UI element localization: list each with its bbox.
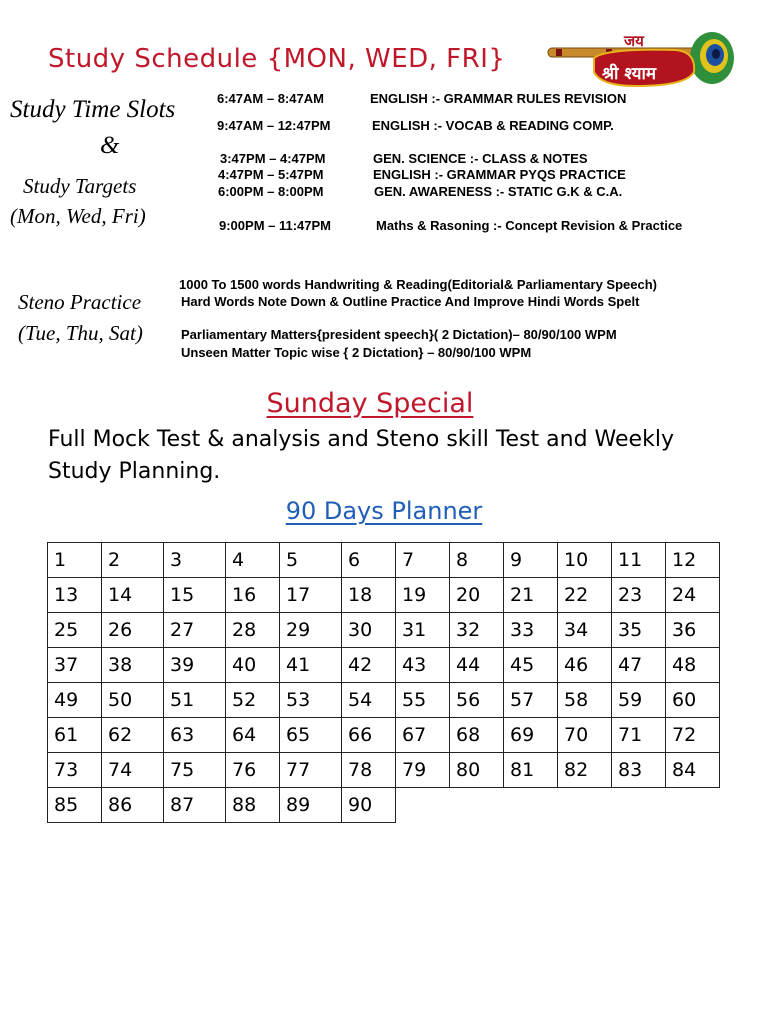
planner-day-cell: 47 bbox=[612, 648, 666, 683]
planner-day-cell: 11 bbox=[612, 543, 666, 578]
planner-row bbox=[48, 753, 720, 788]
steno-line: Hard Words Note Down & Outline Practice And Improve Hindi Words Spelt bbox=[181, 294, 640, 309]
planner-empty-cell bbox=[666, 788, 720, 823]
planner-day-cell: 38 bbox=[102, 648, 164, 683]
planner-empty-cell bbox=[396, 788, 450, 823]
planner-day-cell: 41 bbox=[280, 648, 342, 683]
planner-day-cell: 53 bbox=[280, 683, 342, 718]
planner-day-cell: 40 bbox=[226, 648, 280, 683]
planner-day-cell: 35 bbox=[612, 613, 666, 648]
planner-day-cell: 8 bbox=[450, 543, 504, 578]
steno-practice-label: Steno Practice bbox=[18, 290, 142, 314]
planner-day-cell: 71 bbox=[612, 718, 666, 753]
planner-day-cell: 48 bbox=[666, 648, 720, 683]
planner-day-cell: 34 bbox=[558, 613, 612, 648]
planner-row bbox=[48, 683, 720, 718]
planner-day-cell: 17 bbox=[280, 578, 342, 613]
planner-day-cell: 43 bbox=[396, 648, 450, 683]
steno-line: Unseen Matter Topic wise { 2 Dictation} – 80/90/100 WPM bbox=[181, 345, 532, 360]
planner-day-cell: 76 bbox=[226, 753, 280, 788]
slot-time: 4:47PM – 5:47PM bbox=[218, 167, 324, 182]
slot-task: ENGLISH :- VOCAB & READING COMP. bbox=[372, 118, 614, 133]
planner-day-cell: 45 bbox=[504, 648, 558, 683]
study-targets-label: Study Targets bbox=[23, 174, 137, 198]
planner-day-cell: 52 bbox=[226, 683, 280, 718]
planner-day-cell: 44 bbox=[450, 648, 504, 683]
jai-shree-shyam-logo bbox=[546, 28, 738, 90]
planner-day-cell: 24 bbox=[666, 578, 720, 613]
planner-day-cell: 89 bbox=[280, 788, 342, 823]
planner-day-cell: 50 bbox=[102, 683, 164, 718]
planner-day-cell: 4 bbox=[226, 543, 280, 578]
planner-day-cell: 15 bbox=[164, 578, 226, 613]
planner-day-cell: 42 bbox=[342, 648, 396, 683]
planner-day-cell: 3 bbox=[164, 543, 226, 578]
steno-line: Parliamentary Matters{president speech}( 2 Dictation)– 80/90/100 WPM bbox=[181, 327, 617, 342]
planner-day-cell: 10 bbox=[558, 543, 612, 578]
sunday-special-text: Full Mock Test & analysis and Steno skill Test and Weekly Study Planning. bbox=[48, 427, 674, 484]
planner-day-cell: 55 bbox=[396, 683, 450, 718]
planner-day-cell: 18 bbox=[342, 578, 396, 613]
planner-day-cell: 85 bbox=[48, 788, 102, 823]
planner-day-cell: 37 bbox=[48, 648, 102, 683]
ninety-days-planner-table bbox=[47, 542, 720, 823]
slot-task: GEN. AWARENESS :- STATIC G.K & C.A. bbox=[374, 184, 623, 199]
planner-day-cell: 69 bbox=[504, 718, 558, 753]
planner-day-cell: 72 bbox=[666, 718, 720, 753]
planner-day-cell: 61 bbox=[48, 718, 102, 753]
logo-text-main: श्री श्याम bbox=[602, 64, 657, 84]
planner-day-cell: 82 bbox=[558, 753, 612, 788]
study-days-label: (Mon, Wed, Fri) bbox=[10, 204, 146, 228]
planner-day-cell: 9 bbox=[504, 543, 558, 578]
slot-task: GEN. SCIENCE :- CLASS & NOTES bbox=[373, 151, 588, 166]
planner-day-cell: 68 bbox=[450, 718, 504, 753]
slot-time: 6:47AM – 8:47AM bbox=[217, 91, 324, 106]
planner-day-cell: 78 bbox=[342, 753, 396, 788]
planner-empty-cell bbox=[450, 788, 504, 823]
planner-day-cell: 20 bbox=[450, 578, 504, 613]
planner-day-cell: 49 bbox=[48, 683, 102, 718]
planner-day-cell: 57 bbox=[504, 683, 558, 718]
planner-row bbox=[48, 613, 720, 648]
slot-task: ENGLISH :- GRAMMAR RULES REVISION bbox=[370, 91, 627, 106]
ampersand-label: & bbox=[100, 132, 120, 159]
planner-day-cell: 81 bbox=[504, 753, 558, 788]
slot-time: 3:47PM – 4:47PM bbox=[220, 151, 326, 166]
planner-day-cell: 23 bbox=[612, 578, 666, 613]
planner-day-cell: 65 bbox=[280, 718, 342, 753]
planner-day-cell: 5 bbox=[280, 543, 342, 578]
planner-day-cell: 67 bbox=[396, 718, 450, 753]
sunday-special-heading: Sunday Special bbox=[266, 388, 474, 419]
planner-day-cell: 80 bbox=[450, 753, 504, 788]
planner-day-cell: 58 bbox=[558, 683, 612, 718]
planner-day-cell: 54 bbox=[342, 683, 396, 718]
planner-row bbox=[48, 718, 720, 753]
steno-days-label: (Tue, Thu, Sat) bbox=[18, 321, 143, 345]
planner-day-cell: 19 bbox=[396, 578, 450, 613]
planner-day-cell: 25 bbox=[48, 613, 102, 648]
planner-day-cell: 74 bbox=[102, 753, 164, 788]
planner-day-cell: 12 bbox=[666, 543, 720, 578]
planner-day-cell: 28 bbox=[226, 613, 280, 648]
planner-day-cell: 31 bbox=[396, 613, 450, 648]
planner-row bbox=[48, 788, 720, 823]
slot-time: 9:47AM – 12:47PM bbox=[217, 118, 331, 133]
planner-day-cell: 21 bbox=[504, 578, 558, 613]
study-time-slots-label: Study Time Slots bbox=[10, 96, 176, 123]
planner-day-cell: 73 bbox=[48, 753, 102, 788]
planner-day-cell: 22 bbox=[558, 578, 612, 613]
planner-day-cell: 88 bbox=[226, 788, 280, 823]
planner-row bbox=[48, 543, 720, 578]
planner-day-cell: 7 bbox=[396, 543, 450, 578]
slot-task: ENGLISH :- GRAMMAR PYQS PRACTICE bbox=[373, 167, 626, 182]
planner-day-cell: 26 bbox=[102, 613, 164, 648]
planner-day-cell: 29 bbox=[280, 613, 342, 648]
planner-day-cell: 46 bbox=[558, 648, 612, 683]
planner-day-cell: 36 bbox=[666, 613, 720, 648]
planner-row bbox=[48, 578, 720, 613]
planner-day-cell: 39 bbox=[164, 648, 226, 683]
planner-day-cell: 60 bbox=[666, 683, 720, 718]
planner-day-cell: 30 bbox=[342, 613, 396, 648]
planner-day-cell: 14 bbox=[102, 578, 164, 613]
planner-day-cell: 33 bbox=[504, 613, 558, 648]
planner-empty-cell bbox=[558, 788, 612, 823]
planner-day-cell: 79 bbox=[396, 753, 450, 788]
logo-text-top: जय bbox=[624, 32, 644, 50]
planner-day-cell: 51 bbox=[164, 683, 226, 718]
planner-day-cell: 13 bbox=[48, 578, 102, 613]
planner-day-cell: 77 bbox=[280, 753, 342, 788]
steno-line: 1000 To 1500 words Handwriting & Reading(Editorial& Parliamentary Speech) bbox=[179, 277, 657, 292]
planner-row bbox=[48, 648, 720, 683]
planner-day-cell: 84 bbox=[666, 753, 720, 788]
planner-day-cell: 16 bbox=[226, 578, 280, 613]
planner-day-cell: 90 bbox=[342, 788, 396, 823]
slot-task: Maths & Rasoning :- Concept Revision & Practice bbox=[376, 218, 683, 233]
slot-time: 6:00PM – 8:00PM bbox=[218, 184, 324, 199]
planner-day-cell: 32 bbox=[450, 613, 504, 648]
planner-empty-cell bbox=[504, 788, 558, 823]
planner-day-cell: 87 bbox=[164, 788, 226, 823]
planner-day-cell: 59 bbox=[612, 683, 666, 718]
planner-day-cell: 2 bbox=[102, 543, 164, 578]
peacock-feather-icon bbox=[690, 32, 734, 84]
planner-day-cell: 27 bbox=[164, 613, 226, 648]
planner-heading: 90 Days Planner bbox=[285, 497, 483, 525]
planner-day-cell: 75 bbox=[164, 753, 226, 788]
planner-day-cell: 62 bbox=[102, 718, 164, 753]
planner-day-cell: 64 bbox=[226, 718, 280, 753]
planner-day-cell: 6 bbox=[342, 543, 396, 578]
planner-day-cell: 86 bbox=[102, 788, 164, 823]
planner-day-cell: 70 bbox=[558, 718, 612, 753]
planner-empty-cell bbox=[612, 788, 666, 823]
planner-day-cell: 1 bbox=[48, 543, 102, 578]
planner-day-cell: 56 bbox=[450, 683, 504, 718]
planner-day-cell: 83 bbox=[612, 753, 666, 788]
page-title: Study Schedule {MON, WED, FRI} bbox=[48, 44, 506, 74]
planner-day-cell: 63 bbox=[164, 718, 226, 753]
slot-time: 9:00PM – 11:47PM bbox=[219, 218, 332, 233]
planner-day-cell: 66 bbox=[342, 718, 396, 753]
